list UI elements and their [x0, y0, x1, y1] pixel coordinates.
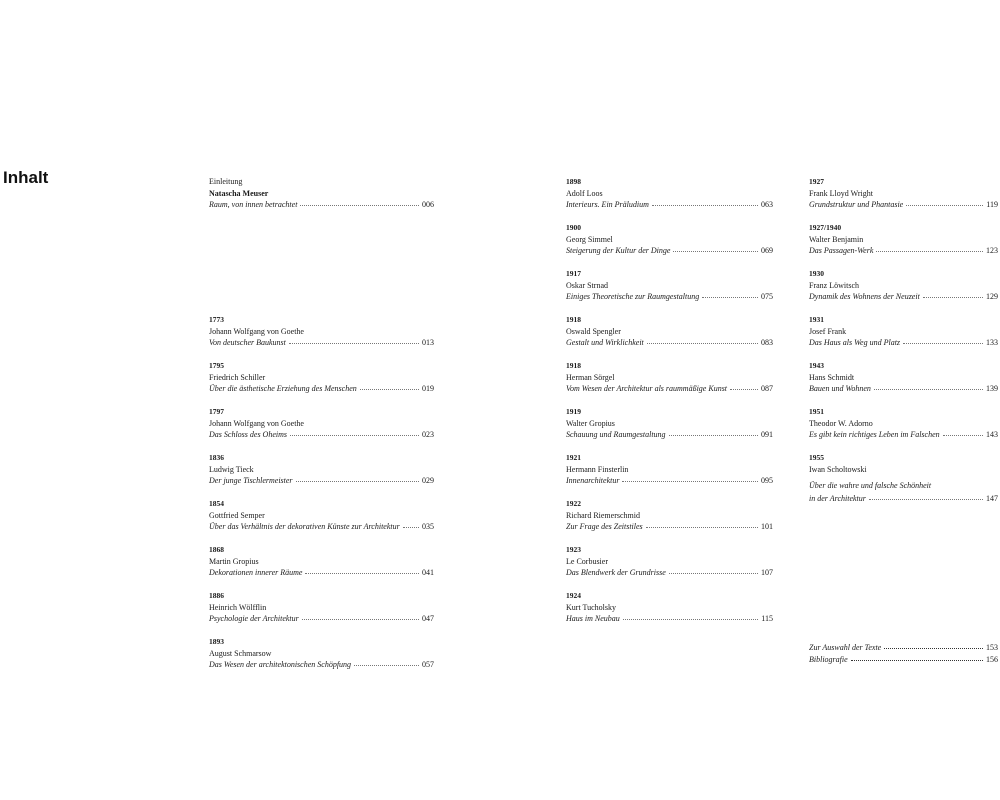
entry-author: Johann Wolfgang von Goethe	[209, 326, 304, 336]
entry-title-line	[209, 659, 434, 671]
appendix-title: Bibliografie	[809, 655, 848, 664]
entry-year: 1943	[809, 361, 824, 370]
entry-page: 087	[761, 384, 773, 393]
appendix-page: 156	[986, 655, 998, 664]
entry-year: 1795	[209, 361, 224, 370]
entry-page: 013	[422, 338, 434, 347]
toc-entry[interactable]	[809, 452, 998, 544]
dot-leader	[622, 481, 758, 482]
entry-author: Le Corbusier	[566, 556, 608, 566]
entry-author: Frank Lloyd Wright	[809, 188, 873, 198]
spacer	[809, 544, 998, 642]
entry-title: Interieurs. Ein Präludium	[566, 200, 649, 209]
toc-entry[interactable]	[566, 590, 773, 636]
toc-entry[interactable]	[209, 544, 434, 590]
dot-leader	[647, 343, 758, 344]
entry-page: 041	[422, 568, 434, 577]
entry-author: Gottfried Semper	[209, 510, 265, 520]
entry-title: Grundstruktur und Phantasie	[809, 200, 904, 209]
entry-author: Walter Benjamin	[809, 234, 864, 244]
entry-title: Schauung und Raumgestaltung	[566, 430, 666, 439]
entry-title: Über das Verhältnis der dekorativen Künste zur Architektur	[209, 522, 400, 531]
entry-title-line	[209, 429, 434, 441]
dot-leader	[289, 343, 419, 344]
dot-leader	[646, 527, 758, 528]
toc-entry[interactable]	[566, 176, 773, 222]
spacer	[209, 222, 434, 314]
toc-entry[interactable]	[809, 222, 998, 268]
entry-title-line	[209, 337, 434, 349]
appendix-title: Zur Auswahl der Texte	[809, 643, 882, 652]
entry-year: 1955	[809, 453, 824, 462]
entry-year: 1773	[209, 315, 224, 324]
entry-year: 1923	[566, 545, 581, 554]
toc-entry[interactable]	[809, 360, 998, 406]
intro-label: Einleitung	[209, 177, 243, 186]
entry-title-line	[566, 521, 773, 533]
entry-author: Georg Simmel	[566, 234, 613, 244]
toc-entry[interactable]	[566, 406, 773, 452]
toc-entry[interactable]	[809, 176, 998, 222]
entry-page: 006	[422, 200, 434, 209]
toc-entry[interactable]	[566, 452, 773, 498]
entry-title-line	[209, 521, 434, 533]
entry-page: 123	[986, 246, 998, 255]
entry-title-line	[209, 199, 434, 211]
dot-leader	[305, 573, 419, 574]
toc-entry[interactable]	[209, 590, 434, 636]
entry-title-line	[209, 567, 434, 579]
toc-column-2	[566, 176, 773, 636]
toc-entry[interactable]	[566, 360, 773, 406]
entry-title: Es gibt kein richtiges Leben im Falschen	[809, 430, 940, 439]
entry-title-line	[566, 429, 773, 441]
dot-leader	[851, 660, 983, 661]
entry-author: Iwan Scholtowski	[809, 464, 867, 474]
toc-list-1	[209, 314, 434, 682]
entry-page: 119	[986, 200, 998, 209]
entry-year: 1951	[809, 407, 824, 416]
entry-year: 1900	[566, 223, 581, 232]
dot-leader	[623, 619, 759, 620]
entry-author: Kurt Tucholsky	[566, 602, 617, 612]
entry-author: Martin Gropius	[209, 556, 259, 566]
appendix-entry[interactable]	[809, 642, 998, 654]
toc-entry[interactable]	[809, 268, 998, 314]
dot-leader	[702, 297, 758, 298]
entry-page: 095	[761, 476, 773, 485]
dot-leader	[360, 389, 419, 390]
toc-entry[interactable]	[566, 544, 773, 590]
entry-year: 1917	[566, 269, 581, 278]
entry-title: Bauen und Wohnen	[809, 384, 871, 393]
entry-year: 1868	[209, 545, 224, 554]
dot-leader	[302, 619, 419, 620]
toc-entry[interactable]	[566, 268, 773, 314]
dot-leader	[669, 435, 758, 436]
dot-leader	[876, 251, 983, 252]
toc-entry[interactable]	[209, 360, 434, 406]
entry-title: Gestalt und Wirklichkeit	[566, 338, 644, 347]
toc-entry[interactable]	[566, 314, 773, 360]
entry-title: Dynamik des Wohnens der Neuzeit	[809, 292, 920, 301]
entry-author: Josef Frank	[809, 326, 847, 336]
entry-page: 083	[761, 338, 773, 347]
dot-leader	[874, 389, 983, 390]
entry-page: 091	[761, 430, 773, 439]
entry-title: Vom Wesen der Architektur als raummäßige Kunst	[566, 384, 728, 393]
entry-year: 1919	[566, 407, 581, 416]
toc-entry[interactable]	[209, 498, 434, 544]
toc-list-3	[809, 176, 998, 452]
entry-page: 069	[761, 246, 773, 255]
entry-title-line	[566, 383, 773, 395]
entry-title: Dekorationen innerer Räume	[209, 568, 303, 577]
entry-page: 023	[422, 430, 434, 439]
entry-author: Richard Riemerschmid	[566, 510, 640, 520]
entry-year: 1922	[566, 499, 581, 508]
toc-entry[interactable]	[209, 636, 434, 682]
entry-author: Johann Wolfgang von Goethe	[209, 418, 304, 428]
entry-title-line	[566, 337, 773, 349]
entry-title: Der junge Tischlermeister	[209, 476, 293, 485]
page-title: Inhalt	[3, 168, 49, 187]
entry-page: 115	[761, 614, 773, 623]
entry-title-line	[566, 567, 773, 579]
entry-author: August Schmarsow	[209, 648, 272, 658]
entry-title-line	[809, 383, 998, 395]
toc-entry[interactable]	[809, 314, 998, 360]
entry-author: Walter Gropius	[566, 418, 615, 428]
entry-year: 1854	[209, 499, 224, 508]
entry-year: 1927	[809, 177, 824, 186]
entry-title-line	[566, 245, 773, 257]
toc-entry[interactable]	[209, 406, 434, 452]
entry-author: Adolf Loos	[566, 188, 603, 198]
entry-author: Natascha Meuser	[209, 188, 269, 198]
entry-title: Zur Frage des Zeitstiles	[566, 522, 643, 531]
toc-entry[interactable]	[566, 498, 773, 544]
entry-title-line	[209, 383, 434, 395]
dot-leader	[669, 573, 758, 574]
toc-entry[interactable]	[209, 314, 434, 360]
dot-leader	[884, 648, 983, 649]
entry-author: Theodor W. Adorno	[809, 418, 873, 428]
entry-page: 063	[761, 200, 773, 209]
toc-list-2	[566, 176, 773, 636]
dot-leader	[296, 481, 419, 482]
entry-title: Einiges Theoretische zur Raumgestaltung	[566, 292, 700, 301]
entry-title-line	[809, 337, 998, 349]
entry-title-line1: Über die wahre und falsche Schönheit	[809, 481, 932, 490]
entry-year: 1893	[209, 637, 224, 646]
entry-page: 029	[422, 476, 434, 485]
appendix-list	[809, 642, 998, 666]
entry-page: 101	[761, 522, 773, 531]
entry-page: 129	[986, 292, 998, 301]
entry-title-line	[809, 245, 998, 257]
entry-title-line	[809, 199, 998, 211]
toc-entry[interactable]	[809, 406, 998, 452]
entry-title-line	[566, 475, 773, 487]
dot-leader	[869, 499, 983, 500]
entry-page: 019	[422, 384, 434, 393]
entry-title-line	[566, 291, 773, 303]
entry-title: Raum, von innen betrachtet	[209, 200, 298, 209]
dot-leader	[290, 435, 419, 436]
entry-title: Innenarchitektur	[566, 476, 620, 485]
entry-title-line	[566, 613, 773, 625]
entry-author: Hans Schmidt	[809, 372, 855, 382]
entry-page: 147	[986, 494, 998, 503]
entry-year: 1918	[566, 315, 581, 324]
toc-entry[interactable]	[566, 222, 773, 268]
entry-year: 1921	[566, 453, 581, 462]
entry-year: 1931	[809, 315, 824, 324]
entry-year: 1930	[809, 269, 824, 278]
entry-title-line2: in der Architektur	[809, 494, 866, 503]
entry-title-line	[809, 291, 998, 303]
toc-column-3	[809, 176, 998, 666]
entry-title: Steigerung der Kultur der Dinge	[566, 246, 671, 255]
entry-author: Oswald Spengler	[566, 326, 621, 336]
dot-leader	[923, 297, 983, 298]
dot-leader	[730, 389, 758, 390]
toc-column-1	[209, 176, 434, 682]
entry-title: Das Blendwerk der Grundrisse	[566, 568, 666, 577]
entry-title-line	[209, 613, 434, 625]
entry-title: Haus im Neubau	[566, 614, 620, 623]
entry-year: 1898	[566, 177, 581, 186]
entry-page: 047	[422, 614, 434, 623]
entry-author: Hermann Finsterlin	[566, 464, 629, 474]
entry-title: Das Haus als Weg und Platz	[809, 338, 901, 347]
entry-page: 035	[422, 522, 434, 531]
entry-author: Ludwig Tieck	[209, 464, 254, 474]
entry-title-line	[809, 429, 998, 441]
toc-entry[interactable]	[209, 452, 434, 498]
entry-year: 1918	[566, 361, 581, 370]
entry-year: 1797	[209, 407, 224, 416]
entry-title: Das Passagen-Werk	[809, 246, 874, 255]
dot-leader	[943, 435, 983, 436]
entry-year: 1836	[209, 453, 224, 462]
entry-author: Oskar Strnad	[566, 280, 608, 290]
entry-page: 139	[986, 384, 998, 393]
dot-leader	[652, 205, 758, 206]
entry-page: 143	[986, 430, 998, 439]
dot-leader	[403, 527, 419, 528]
entry-title-line	[566, 199, 773, 211]
entry-title: Über die ästhetische Erziehung des Menschen	[209, 384, 357, 393]
entry-author: Franz Löwitsch	[809, 280, 859, 290]
toc-entry-intro[interactable]	[209, 176, 434, 222]
appendix-entry[interactable]	[809, 654, 998, 666]
entry-author: Friedrich Schiller	[209, 372, 266, 382]
dot-leader	[354, 665, 419, 666]
entry-title: Von deutscher Baukunst	[209, 338, 286, 347]
dot-leader	[903, 343, 983, 344]
entry-page: 057	[422, 660, 434, 669]
entry-author: Herman Sörgel	[566, 372, 615, 382]
entry-page: 133	[986, 338, 998, 347]
dot-leader	[300, 205, 419, 206]
dot-leader	[673, 251, 758, 252]
entry-title: Das Wesen der architektonischen Schöpfung	[209, 660, 352, 669]
entry-year: 1924	[566, 591, 581, 600]
entry-title-line	[209, 475, 434, 487]
dot-leader	[906, 205, 983, 206]
entry-title-line	[809, 493, 998, 505]
entry-year: 1927/1940	[809, 223, 842, 232]
appendix-page: 153	[986, 643, 998, 652]
entry-page: 107	[761, 568, 773, 577]
entry-author: Heinrich Wölfflin	[209, 602, 267, 612]
entry-page: 075	[761, 292, 773, 301]
entry-year: 1886	[209, 591, 224, 600]
entry-title: Das Schloss des Oheims	[209, 430, 287, 439]
entry-title: Psychologie der Architektur	[209, 614, 299, 623]
